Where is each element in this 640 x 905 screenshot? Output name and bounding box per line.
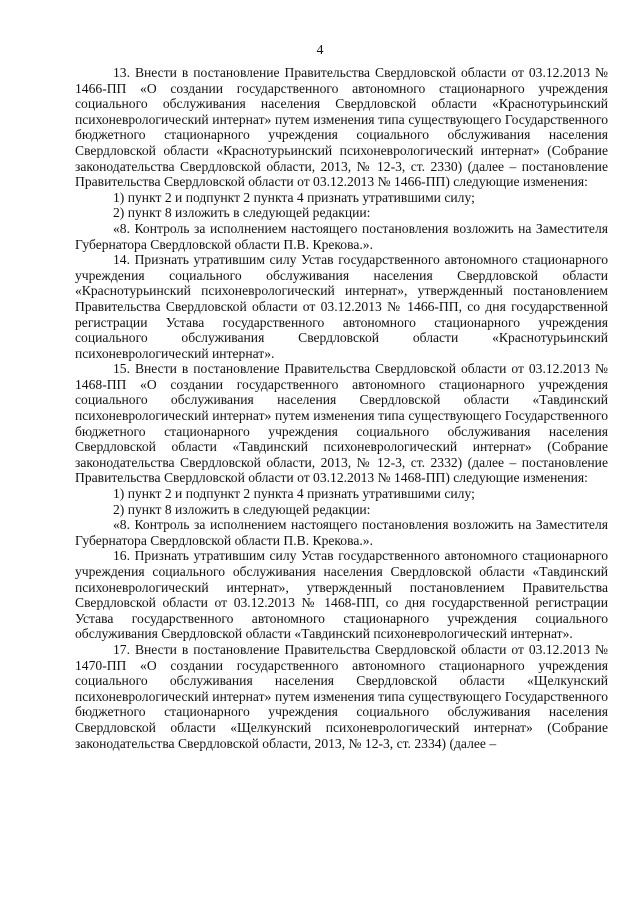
paragraph-item-17: 17. Внести в постановление Правительства Свердловской области от 03.12.2013 № 1470-ПП «О создании государственного автономного стационарного учреждения социального обслуживания населения Свердловской области «Щелкунский психоневрологический интернат» путем изменения типа существующего Государственного бюджетного стационарного учреждения социального обслуживания населения Свердловской области «Щелкунский психоневрологический интернат» (Собрание законодательства Свердловской области, 2013, № 12-3, ст. 2334) (далее – [75,641,608,751]
paragraph-subitem-1: 1) пункт 2 и подпункт 2 пункта 4 признать утратившими силу; [113,189,475,205]
paragraph-item-14: 14. Признать утратившим силу Устав государственного автономного стационарного учреждения социального обслуживания населения Свердловской области «Краснотурьинский психоневрологический интернат», утвержденный постановлением Правительства Свердловской области от 03.12.2013 № 1466-ПП, со дня государственной регистрации Устава государственного автономного стационарного учреждения социального обслуживания Свердловской области «Краснотурьинский психоневрологический интернат». [75,252,608,361]
paragraph-quote: «8. Контроль за исполнением настоящего постановления возложить на Заместителя Губернатора Свердловской области П.В. Крекова.». [75,517,608,548]
paragraph-quote: «8. Контроль за исполнением настоящего постановления возложить на Заместителя Губернатора Свердловской области П.В. Крекова.». [75,220,608,252]
page-number: 4 [316,43,324,58]
paragraph-item-15: 15. Внести в постановление Правительства Свердловской области от 03.12.2013 № 1468-ПП «О создании государственного автономного стационарного учреждения социального обслуживания населения Свердловской области «Тавдинский психоневрологический интернат» путем изменения типа существующего Государственного бюджетного стационарного учреждения социального обслуживания населения Свердловской области «Тавдинский психоневрологический интернат» (Собрание законодательства Свердловской области, 2013, № 12-3, ст. 2332) (далее – постановление Правительства Свердловской области от 03.12.2013 № 1468-ПП) следующие изменения: [75,361,608,486]
paragraph-subitem-2: 2) пункт 8 изложить в следующей редакции: [113,205,371,221]
paragraph-item-13: 13. Внести в постановление Правительства Свердловской области от 03.12.2013 № 1466-ПП «О создании государственного автономного стационарного учреждения социального обслуживания населения Свердловской области «Краснотурьинский психоневрологический интернат» путем изменения типа существующего Государственного бюджетного стационарного учреждения социального обслуживания населения Свердловской области «Краснотурьинский психоневрологический интернат» (Собрание законодательства Свердловской области, 2013, № 12-3, ст. 2330) (далее – постановление Правительства Свердловской области от 03.12.2013 № 1466-ПП) следующие изменения: [75,65,608,190]
paragraph-subitem-1: 1) пункт 2 и подпункт 2 пункта 4 признать утратившими силу; [113,486,475,502]
document-body [75,65,608,751]
paragraph-item-16: 16. Признать утратившим силу Устав государственного автономного стационарного учреждения социального обслуживания населения Свердловской области «Тавдинский психоневрологический интернат», утвержденный постановлением Правительства Свердловской области от 03.12.2013 № 1468-ПП, со дня государственной регистрации Устава государственного автономного стационарного учреждения социального обслуживания Свердловской области «Тавдинский психоневрологический интернат». [75,548,608,642]
paragraph-subitem-2: 2) пункт 8 изложить в следующей редакции: [113,501,371,517]
